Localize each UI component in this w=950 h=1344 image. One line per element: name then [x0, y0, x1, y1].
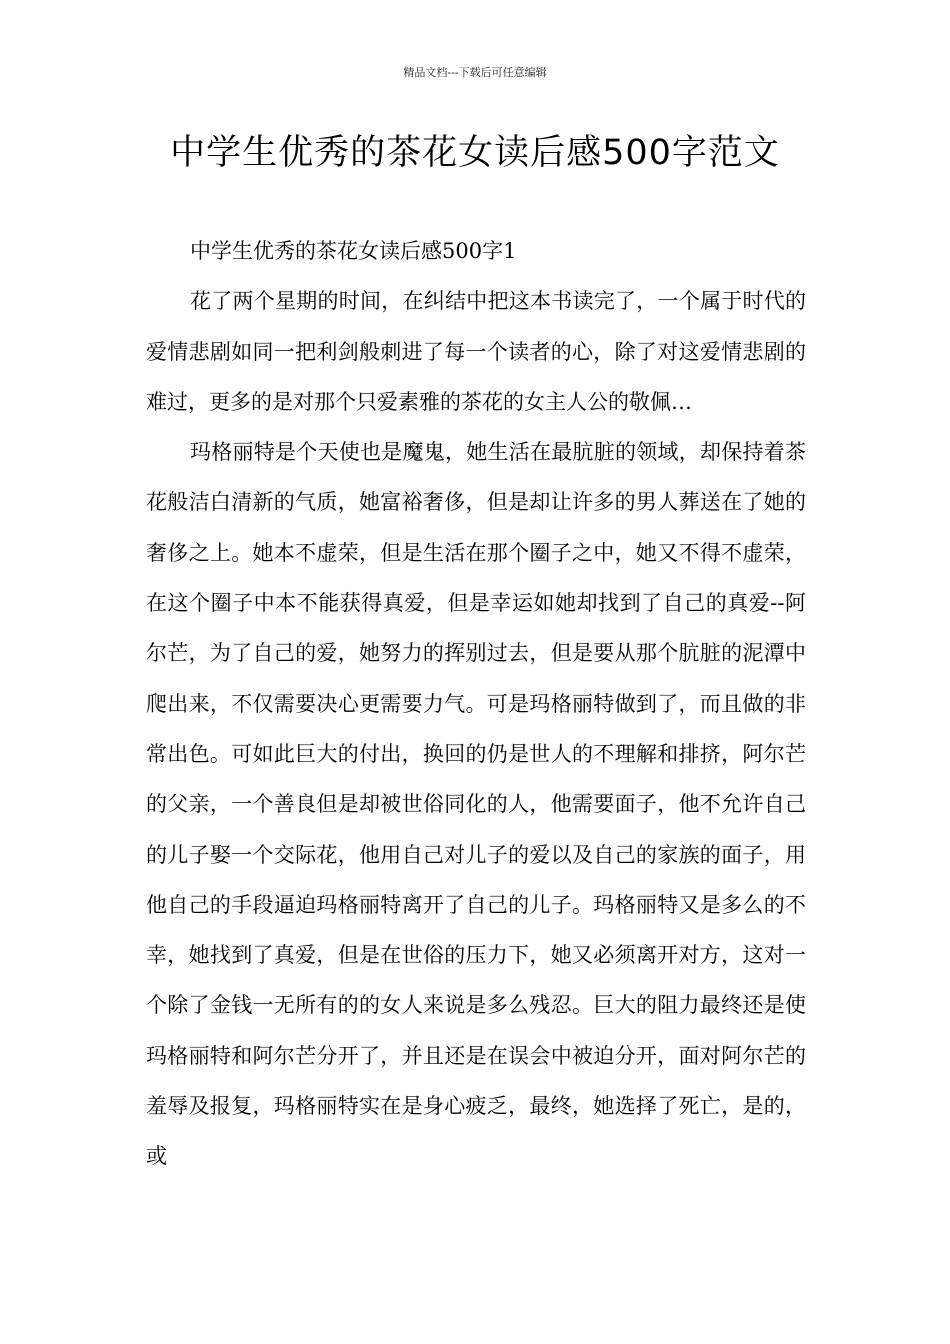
section-heading: 中学生优秀的茶花女读后感500字1	[190, 239, 517, 263]
header-note: 精品文档---下载后可任意编辑	[403, 66, 547, 79]
document-body	[146, 226, 806, 1182]
document-title: 中学生优秀的茶花女读后感500字范文	[170, 133, 780, 173]
paragraph-1: 花了两个星期的时间，在纠结中把这本书读完了，一个属于时代的爱情悲剧如同一把利剑般刺进了每一个读者的心，除了对这爱情悲剧的难过，更多的是对那个只爱素雅的茶花的女主人公的敬佩…	[146, 289, 806, 414]
paragraph-2: 玛格丽特是个天使也是魔鬼，她生活在最肮脏的领域，却保持着茶花般洁白清新的气质，她富裕奢侈，但是却让许多的男人葬送在了她的奢侈之上。她本不虚荣，但是生活在那个圈子之中，她又不得不虚荣，在这个圈子中本不能获得真爱，但是幸运如她却找到了自己的真爱--阿尔芒，为了自己的爱，她努力的挥别过去，但是要从那个肮脏的泥潭中爬出来，不仅需要决心更需要力气。可是玛格丽特做到了，而且做的非常出色。可如此巨大的付出，换回的仍是世人的不理解和排挤，阿尔芒的父亲，一个善良但是却被世俗同化的人，他需要面子，他不允许自己的儿子娶一个交际花，他用自己对儿子的爱以及自己的家族的面子，用他自己的手段逼迫玛格丽特离开了自己的儿子。玛格丽特又是多么的不幸，她找到了真爱，但是在世俗的压力下，她又必须离开对方，这对一个除了金钱一无所有的的女人来说是多么残忍。巨大的阻力最终还是使玛格丽特和阿尔芒分开了，并且还是在误会中被迫分开，面对阿尔芒的羞辱及报复，玛格丽特实在是身心疲乏，最终，她选择了死亡，是的，或	[146, 440, 806, 1169]
